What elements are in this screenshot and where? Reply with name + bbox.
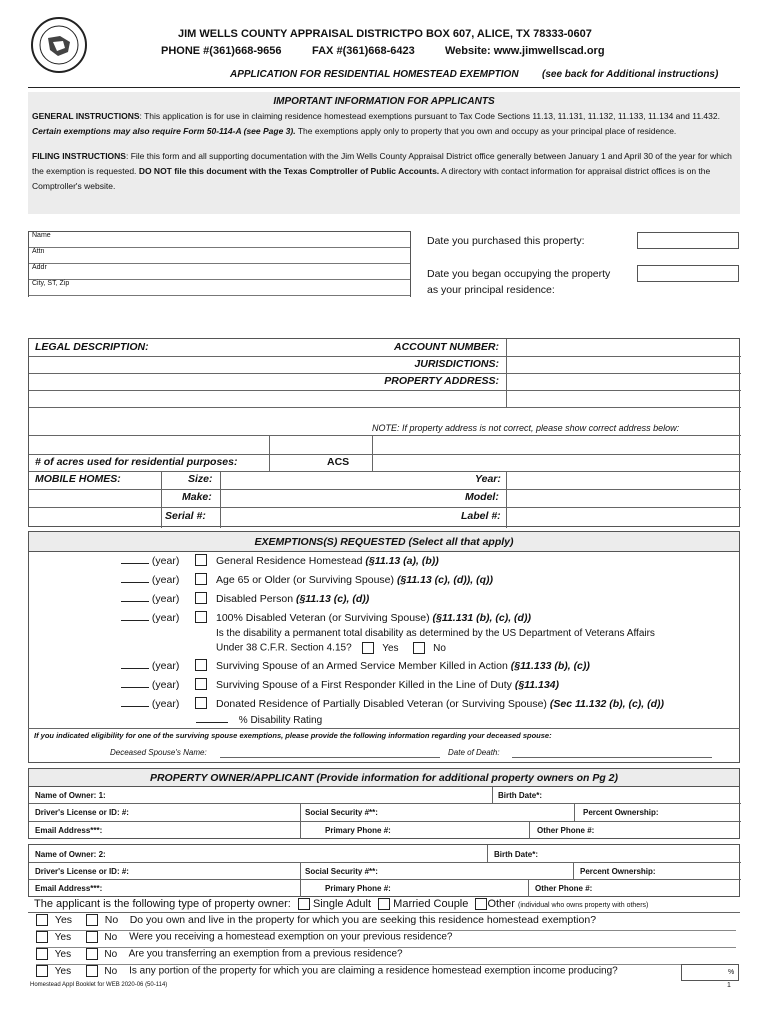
exemption-label-5: Surviving Spouse of an Armed Service Member Killed in Action (§11.133 (b), (c)) xyxy=(216,660,590,672)
other-owner-checkbox[interactable] xyxy=(475,898,487,910)
year-blank[interactable] xyxy=(121,687,149,688)
q4-yes-checkbox[interactable] xyxy=(36,965,48,977)
important-title: IMPORTANT INFORMATION FOR APPLICANTS xyxy=(273,96,495,107)
disability-rating-blank[interactable] xyxy=(196,722,228,723)
exemption-checkbox-7[interactable] xyxy=(195,697,207,709)
acs-label: ACS xyxy=(327,456,350,468)
make-label: Make: xyxy=(182,491,212,503)
percent-sign: % xyxy=(728,969,735,976)
owner1-ssn-label: Social Security #**: xyxy=(305,808,378,817)
surviving-spouse-note: If you indicated eligibility for one of the surviving spouse exemptions, please provide the following information regarding your deceased spouse: xyxy=(34,731,552,740)
date-of-death-label: Date of Death: xyxy=(448,748,500,757)
city-field[interactable]: City, ST, Zip xyxy=(29,280,410,296)
size-label: Size: xyxy=(188,473,213,485)
owner1-dl-label: Driver's License or ID: #: xyxy=(35,808,129,817)
purchased-label: Date you purchased this property: xyxy=(427,235,585,247)
header-phone: PHONE #(361)668-9656 xyxy=(161,45,282,57)
year-blank[interactable] xyxy=(121,601,149,602)
question-row-2: Yes No Were you receiving a homestead exemption on your previous residence? xyxy=(36,931,736,948)
disability-no-checkbox[interactable] xyxy=(413,642,425,654)
header-district: JIM WELLS COUNTY APPRAISAL DISTRICT xyxy=(178,28,407,40)
exemption-checkbox-1[interactable] xyxy=(195,554,207,566)
year-blank[interactable] xyxy=(121,563,149,564)
purchased-date-input[interactable] xyxy=(637,232,739,249)
q2-yes-checkbox[interactable] xyxy=(36,931,48,943)
occupying-label-2: as your principal residence: xyxy=(427,284,555,296)
owner-section-1 xyxy=(28,768,740,839)
q1-yes-checkbox[interactable] xyxy=(36,914,48,926)
label-number-label: Label #: xyxy=(461,510,501,522)
exemption-row-1: (year) xyxy=(121,555,179,567)
single-adult-checkbox[interactable] xyxy=(298,898,310,910)
question-row-4: Yes No Is any portion of the property for which you are claiming a residence homestead exemption income producing? xyxy=(36,965,676,982)
question-row-3: Yes No Are you transferring an exemption from a previous residence? xyxy=(36,948,736,965)
name-field[interactable]: Name xyxy=(29,232,410,248)
exemption-checkbox-4[interactable] xyxy=(195,611,207,623)
owner2-phone-label: Primary Phone #: xyxy=(325,884,391,893)
year-label: Year: xyxy=(475,473,501,485)
exemptions-title: EXEMPTIONS(S) REQUESTED (Select all that apply) xyxy=(29,532,739,552)
mobile-homes-label: MOBILE HOMES: xyxy=(35,473,121,485)
exemption-label-3: Disabled Person (§11.13 (c), (d)) xyxy=(216,593,370,605)
q3-yes-checkbox[interactable] xyxy=(36,948,48,960)
exemption-row-6: (year) xyxy=(121,679,179,691)
model-label: Model: xyxy=(465,491,499,503)
general-instructions: GENERAL INSTRUCTIONS: This application is for use in claiming residence homestead exemptions pursuant to Tax Code Sections 11.13, 11.131, 11.132, 11.133, 11.134 and 11.432. Certain exemptions may also require Form 50-114-A (see Page 3). The exemptions apply only to property that you own and occupy as your principal place of residence. xyxy=(32,111,720,136)
exemption-row-3: (year) xyxy=(121,593,179,605)
exemption-row-5: (year) xyxy=(121,660,179,672)
exemption-label-6: Surviving Spouse of a First Responder Killed in the Line of Duty (§11.134) xyxy=(216,679,560,691)
occupying-label-1: Date you began occupying the property xyxy=(427,268,611,280)
exemption-row-4: (year) xyxy=(121,612,179,624)
owner2-ssn-label: Social Security #**: xyxy=(305,867,378,876)
exemption-checkbox-2[interactable] xyxy=(195,573,207,585)
year-blank[interactable] xyxy=(121,706,149,707)
legal-description-label: LEGAL DESCRIPTION: xyxy=(35,341,149,353)
owner2-name-label: Name of Owner: 2: xyxy=(35,850,106,859)
header-fax: FAX #(361)668-6423 xyxy=(312,45,415,57)
mailing-address-block xyxy=(28,231,411,297)
occupying-date-input[interactable] xyxy=(637,265,739,282)
page-number: 1 xyxy=(727,982,731,989)
owner1-phone-label: Primary Phone #: xyxy=(325,826,391,835)
application-title: APPLICATION FOR RESIDENTIAL HOMESTEAD EXEMPTION xyxy=(230,69,519,80)
year-blank[interactable] xyxy=(121,582,149,583)
owner1-pct-label: Percent Ownership: xyxy=(583,808,659,817)
exemption-row-7: (year) xyxy=(121,698,179,710)
owner2-birth-label: Birth Date*: xyxy=(494,850,539,859)
q4-no-checkbox[interactable] xyxy=(86,965,98,977)
year-blank[interactable] xyxy=(121,668,149,669)
jurisdictions-label: JURISDICTIONS: xyxy=(414,358,499,370)
exemption-label-1: General Residence Homestead (§11.13 (a), (b)) xyxy=(216,555,439,567)
exemption-row-2: (year) xyxy=(121,574,179,586)
owner2-dl-label: Driver's License or ID: #: xyxy=(35,867,129,876)
acres-label: # of acres used for residential purposes: xyxy=(35,456,238,468)
exemption-checkbox-6[interactable] xyxy=(195,678,207,690)
year-blank[interactable] xyxy=(121,620,149,621)
owner2-email-label: Email Address***: xyxy=(35,884,103,893)
owner-title: PROPERTY OWNER/APPLICANT (Provide information for additional property owners on Pg 2) xyxy=(29,769,739,787)
address-note: NOTE: If property address is not correct, please show correct address below: xyxy=(372,423,680,433)
exemption-label-4: 100% Disabled Veteran (or Surviving Spouse) (§11.131 (b), (c), (d)) xyxy=(216,612,531,624)
deceased-name-label: Deceased Spouse's Name: xyxy=(110,748,207,757)
header-address: PO BOX 607, ALICE, TX 78333-0607 xyxy=(407,28,592,40)
attn-field[interactable]: Attn xyxy=(29,248,410,264)
exemption-label-2: Age 65 or Older (or Surviving Spouse) (§11.13 (c), (d)), (q)) xyxy=(216,574,493,586)
exemption-checkbox-3[interactable] xyxy=(195,592,207,604)
owner1-name-label: Name of Owner: 1: xyxy=(35,791,106,800)
important-info-section xyxy=(28,92,740,214)
owner1-other-phone-label: Other Phone #: xyxy=(537,826,595,835)
owner-section-2 xyxy=(28,844,740,897)
account-number-label: ACCOUNT NUMBER: xyxy=(394,341,499,353)
applicant-type-row: The applicant is the following type of property owner: Single Adult Married Couple Other (individual who owns property with others) xyxy=(34,898,649,910)
county-seal-logo xyxy=(30,16,88,74)
footer-form-id: Homestead Appl Booklet for WEB 2020-06 (50-114) xyxy=(30,982,168,988)
disability-yes-checkbox[interactable] xyxy=(362,642,374,654)
addr-field[interactable]: Addr xyxy=(29,264,410,280)
question-row-1: Yes No Do you own and live in the property for which you are seeking this residence homestead exemption? xyxy=(36,914,736,931)
owner2-pct-label: Percent Ownership: xyxy=(580,867,656,876)
disability-question: Is the disability a permanent total disability as determined by the US Department of Veterans Affairs xyxy=(216,628,655,639)
owner1-birth-label: Birth Date*: xyxy=(498,791,543,800)
q2-no-checkbox[interactable] xyxy=(86,931,98,943)
property-address-label: PROPERTY ADDRESS: xyxy=(384,375,499,387)
q3-no-checkbox[interactable] xyxy=(86,948,98,960)
owner2-other-phone-label: Other Phone #: xyxy=(535,884,593,893)
filing-instructions: FILING INSTRUCTIONS: File this form and all supporting documentation with the Jim Wells County Appraisal District office generally between January 1 and April 30 of the year for which the exemption is requested. DO NOT file this document with the Texas Comptroller of Public Accounts. A directory with contact information for appraisal district offices is on the Comptroller's website. xyxy=(32,151,732,191)
serial-label: Serial #: xyxy=(165,510,206,522)
married-couple-checkbox[interactable] xyxy=(378,898,390,910)
property-info-section xyxy=(28,338,740,527)
disability-rating: % Disability Rating xyxy=(196,715,322,726)
q1-no-checkbox[interactable] xyxy=(86,914,98,926)
application-note: (see back for Additional instructions) xyxy=(542,69,719,80)
disability-question-2: Under 38 C.F.R. Section 4.15? Yes No xyxy=(216,642,446,654)
header-website: Website: www.jimwellscad.org xyxy=(445,45,605,57)
exemption-checkbox-5[interactable] xyxy=(195,659,207,671)
exemption-label-7: Donated Residence of Partially Disabled Veteran (or Surviving Spouse) (Sec 11.132 (b), (c), (d)) xyxy=(216,698,665,710)
owner1-email-label: Email Address***: xyxy=(35,826,103,835)
